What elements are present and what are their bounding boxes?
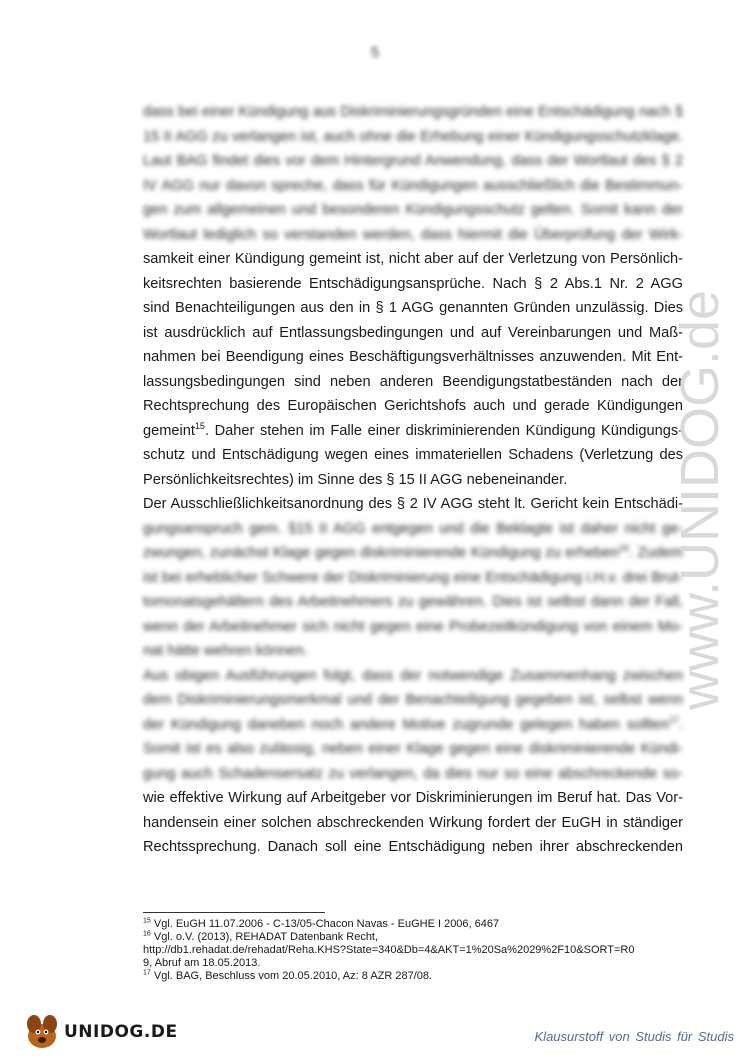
text-line-content: Aus obigen Ausführungen folgt, dass der notwendige Zusammenhang zwischen	[143, 667, 683, 684]
text-line	[143, 443, 683, 468]
text-line	[143, 713, 683, 738]
text-line	[143, 394, 683, 419]
text-line-content: tomonatsgehältern des Arbeitnehmers zu gewähren. Dies ist selbst dann der Fall,	[143, 594, 683, 610]
text-line	[143, 125, 683, 150]
footnote-text: Vgl. EuGH 11.07.2006 - C-13/05-Chacon Navas - EuGHE I 2006, 6467	[153, 918, 500, 930]
footnote-text: 9, Abruf am 18.05.2013.	[143, 957, 261, 969]
footnote	[143, 931, 683, 944]
text-line	[143, 811, 683, 836]
text-line	[143, 615, 683, 640]
text-line-content: nahmen bei Beendigung eines Beschäftigungsverhältnisses anzuwenden. Mit Ent-	[143, 349, 683, 365]
logo-wordmark: UNIDOG.DE	[64, 1022, 178, 1042]
text-line	[143, 517, 683, 542]
text-line	[143, 223, 683, 248]
dog-mascot-icon	[20, 1010, 64, 1052]
text-line	[143, 737, 683, 762]
text-line	[143, 786, 683, 811]
text-line-content: nat hätte wehren können.	[143, 643, 308, 659]
text-line	[143, 198, 683, 223]
text-line-content: sind Benachteiligungen aus den in § 1 AGG genannten Gründen unzulässig. Dies	[143, 300, 683, 316]
text-line-content: 15 II AGG zu verlangen ist, auch ohne die Erhebung einer Kündigungsschutzklage.	[143, 128, 683, 145]
text-line-continuation: . Daher stehen im Falle einer diskriminierenden Kündigung Kündigungs-	[204, 422, 683, 439]
footnote-text: http://db1.rehadat.de/rehadat/Reha.KHS?State=340&Db=4&AKT=1%20Sa%2029%2F10&SORT=R0	[143, 944, 635, 956]
unidog-logo	[20, 1010, 178, 1052]
watermark	[640, 240, 740, 720]
footnote-number: 17	[143, 969, 151, 977]
footnote-reference: 15	[194, 420, 205, 431]
watermark-text: www.UNIDOG.de	[670, 289, 730, 710]
footnote-divider	[143, 912, 325, 913]
text-line-content: ist bei erheblicher Schwere der Diskriminierung eine Entschädigung i.H.v. drei Brut-	[143, 569, 683, 586]
text-line-content: wie effektive Wirkung auf Arbeitgeber vor Diskriminierungen im Beruf hat. Das Vor-	[143, 790, 683, 806]
text-line-content: dem Diskriminierungsmerkmal und der Benachteiligung gegeben ist, selbst wenn	[143, 692, 683, 708]
text-line-content: Somit ist es also zulässig, neben einer Klage gegen eine diskriminierende Kündi-	[143, 741, 683, 757]
text-line	[143, 541, 683, 566]
text-line	[143, 639, 683, 664]
body-text	[143, 100, 683, 860]
text-line-content: handensein einer solchen abschreckenden Wirkung fordert der EuGH in ständiger	[143, 814, 683, 831]
text-line	[143, 468, 683, 493]
text-line-content: gung auch Schadensersatz zu verlangen, da dies nur so eine abschreckende so-	[143, 765, 683, 782]
footnote-number: 16	[143, 930, 151, 938]
text-line	[143, 272, 683, 297]
text-line	[143, 835, 683, 860]
footnote-reference: 16	[618, 543, 629, 554]
text-line-content: ist ausdrücklich auf Entlassungsbedingungen und auf Vereinbarungen und Maß-	[143, 324, 683, 341]
text-line	[143, 296, 683, 321]
text-line-content: schutz und Entschädigung wegen eines immateriellen Schadens (Verletzung des	[143, 447, 683, 463]
text-line-content: IV AGG nur davon spreche, dass für Kündigungen ausschließlich die Bestimmun-	[143, 177, 683, 194]
text-line-content: Persönlichkeitsrechtes) im Sinne des § 15 II AGG nebeneinander.	[143, 471, 568, 488]
text-line-content: dass bei einer Kündigung aus Diskriminierungsgründen eine Entschädigung nach §	[143, 104, 683, 120]
text-line	[143, 590, 683, 615]
text-line	[143, 100, 683, 125]
text-line-content: keitsrechten basierende Entschädigungsansprüche. Nach § 2 Abs.1 Nr. 2 AGG	[143, 275, 683, 292]
text-line	[143, 492, 683, 517]
text-line-content: wenn der Arbeitnehmer sich nicht gegen eine Probezeitkündigung von einem Mo-	[143, 618, 683, 635]
text-line-content: Der Ausschließlichkeitsanordnung des § 2 IV AGG steht lt. Gericht kein Entschädi-	[143, 496, 683, 512]
text-line-content: gemeint	[143, 422, 195, 439]
text-line	[143, 149, 683, 174]
text-line-content: samkeit einer Kündigung gemeint ist, nicht aber auf der Verletzung von Persönlich-	[143, 251, 683, 267]
footer-tagline: Klausurstoff von Studis für Studis	[534, 1029, 734, 1044]
text-line-content: zwungen, zunächst Klage gegen diskriminierende Kündigung zu erheben	[143, 545, 619, 561]
text-line	[143, 688, 683, 713]
page-number: 5	[370, 44, 380, 61]
text-line	[143, 370, 683, 395]
text-line-content: Wortlaut lediglich so verstanden werden, dass hiermit die Überprüfung der Wirk-	[143, 226, 683, 243]
text-line	[143, 174, 683, 199]
footnotes	[143, 918, 683, 983]
footnote	[143, 970, 683, 983]
text-line	[143, 345, 683, 370]
text-line-continuation: .	[678, 716, 683, 733]
text-line-content: der Kündigung daneben noch andere Motive zugrunde gelegen haben sollten	[143, 716, 669, 733]
text-line-content: gungsanspruch gem. §15 II AGG entgegen und die Beklagte ist daher nicht ge-	[143, 520, 683, 537]
text-line	[143, 419, 683, 444]
footnote-text: Vgl. o.V. (2013), REHADAT Datenbank Recht,	[153, 931, 379, 943]
text-line	[143, 321, 683, 346]
text-line-content: Rechtssprechung. Danach soll eine Entschädigung neben ihrer abschreckenden	[143, 839, 683, 855]
text-line-content: Rechtsprechung des Europäischen Gerichtshofs auch und gerade Kündigungen	[143, 398, 683, 414]
text-line	[143, 566, 683, 591]
footnote-reference: 17	[668, 714, 679, 725]
footnote	[143, 957, 683, 970]
text-line	[143, 247, 683, 272]
text-line-content: lassungsbedingungen sind neben anderen Beendigungstatbeständen nach der	[143, 373, 683, 390]
footnote	[143, 918, 683, 931]
text-line	[143, 664, 683, 689]
footnote-text: Vgl. BAG, Beschluss vom 20.05.2010, Az: 8 AZR 287/08.	[153, 970, 433, 982]
text-line	[143, 762, 683, 787]
text-line-continuation: . Zudem	[628, 545, 683, 561]
text-line-content: Laut BAG findet dies vor dem Hintergrund Anwendung, dass der Wortlaut des § 2	[143, 153, 683, 169]
footnote-number: 15	[143, 917, 151, 925]
footnote	[143, 944, 683, 957]
text-line-content: gen zum allgemeinen und besonderen Kündigungsschutz gelten. Somit kann der	[143, 202, 683, 218]
